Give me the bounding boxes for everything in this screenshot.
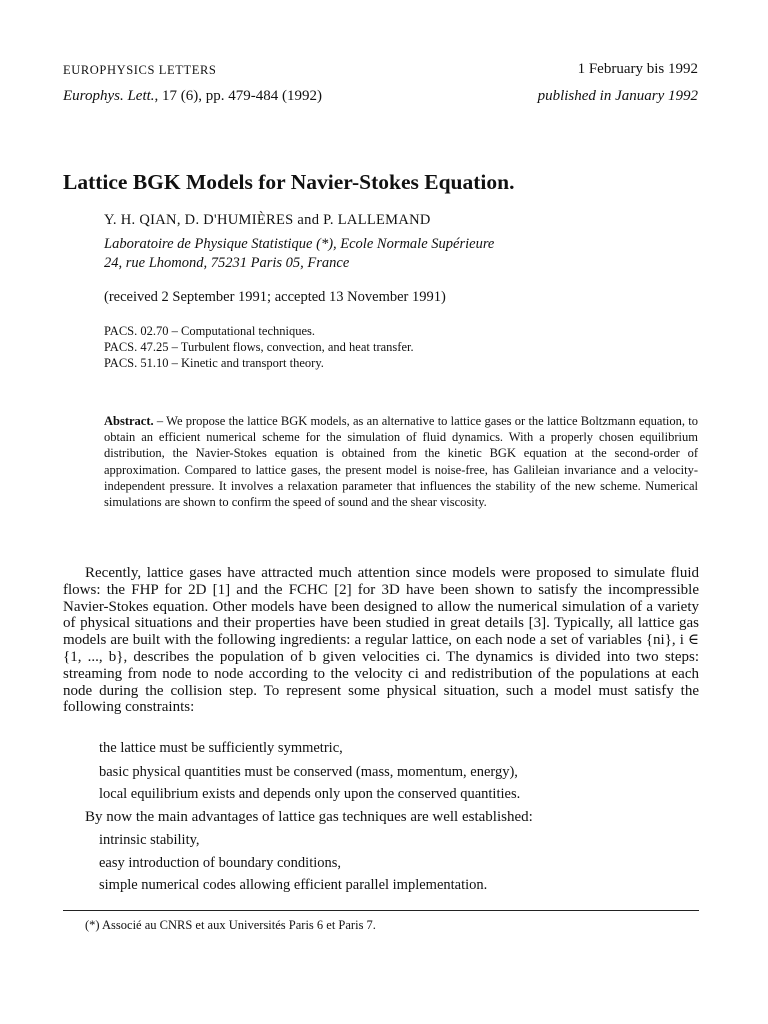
constraint-item: basic physical quantities must be conserved (mass, momentum, energy), <box>99 764 518 780</box>
affiliation-line-2: 24, rue Lhomond, 75231 Paris 05, France <box>104 255 350 271</box>
citation-volume-pages: , 17 (6), pp. 479-484 (1992) <box>154 88 323 104</box>
journal-name: EUROPHYSICS LETTERS <box>63 63 217 77</box>
pacs-code: PACS. 02.70 – Computational techniques. <box>104 324 315 338</box>
abstract <box>104 413 698 510</box>
received-dates: (received 2 September 1991; accepted 13 November 1991) <box>104 289 446 305</box>
footnote: (*) Associé au CNRS et aux Universités Paris 6 et Paris 7. <box>85 918 376 932</box>
pacs-code: PACS. 51.10 – Kinetic and transport theory. <box>104 356 324 370</box>
advantage-item: simple numerical codes allowing efficient parallel implementation. <box>99 877 488 893</box>
article-title: Lattice BGK Models for Navier-Stokes Equation. <box>63 170 515 194</box>
advantage-item: easy introduction of boundary conditions, <box>99 855 342 871</box>
abstract-label: Abstract. <box>104 414 154 428</box>
citation <box>63 88 322 105</box>
advantage-item: intrinsic stability, <box>99 832 200 848</box>
constraint-item: local equilibrium exists and depends only upon the conserved quantities. <box>99 786 521 802</box>
constraint-item: the lattice must be sufficiently symmetric, <box>99 740 343 756</box>
footnote-divider <box>63 910 699 911</box>
authors: Y. H. QIAN, D. D'HUMIÈRES and P. LALLEMAND <box>104 212 431 228</box>
abstract-text: – We propose the lattice BGK models, as an alternative to lattice gases or the lattice Boltzmann equation, to obtain an efficient numerical scheme for the simulation of fluid dynamics. With a properly chosen equilibrium distribution, the Navier-Stokes equation is obtained from the kinetic BGK equation at the second-order of approximation. Compared to lattice gases, the present model is noise-free, has Galileian invariance and a velocity-independent pressure. It involves a relaxation parameter that influences the stability of the new scheme. Numerical simulations are shown to confirm the speed of sound and the shear viscosity. <box>104 414 698 510</box>
published-note: published in January 1992 <box>537 88 698 104</box>
issue-date: 1 February bis 1992 <box>577 61 698 77</box>
body-paragraph: Recently, lattice gases have attracted much attention since models were proposed to simulate fluid flows: the FHP for 2D [1] and the FCHC [2] for 3D have been shown to satisfy the incompressible Navier-Stokes equation. Other models have been designed to allow the numerical simulation of a variety of physical situations and their properties have been studied in great details [3]. Typically, all lattice gas models are built with the following ingredients: a regular lattice, on each node a set of variables {ni}, i ∈ {1, ..., b}, describes the population of b given velocities ci. The dynamics is divided into two steps: streaming from node to node according to the velocity ci and redistribution of the populations at each node during the collision step. To represent some physical situation, such a model must satisfy the following constraints: <box>63 565 699 716</box>
advantages-intro: By now the main advantages of lattice gas techniques are well established: <box>85 809 533 825</box>
citation-journal: Europhys. Lett. <box>63 88 155 104</box>
affiliation-line-1: Laboratoire de Physique Statistique (*), Ecole Normale Supérieure <box>104 236 495 252</box>
pacs-code: PACS. 47.25 – Turbulent flows, convection, and heat transfer. <box>104 340 414 354</box>
